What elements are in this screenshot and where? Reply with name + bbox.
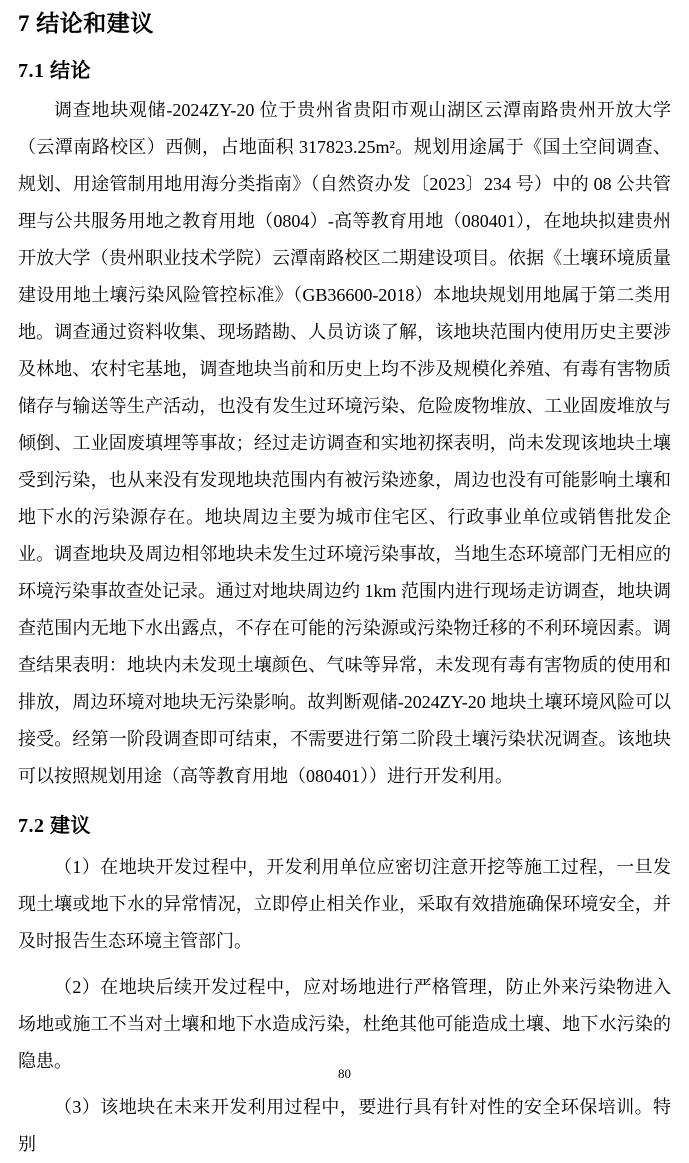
section-heading-7-1: 7.1 结论 — [18, 60, 91, 82]
recommendation-paragraph-2: （2）在地块后续开发过程中，应对场地进行严格管理，防止外来污染物进入场地或施工不当对土壤和地下水造成污染，杜绝其他可能造成土壤、地下水污染的隐患。 — [18, 977, 671, 1071]
recommendation-paragraph-3: （3）该地块在未来开发利用过程中，要进行具有针对性的安全环保培训。特别 — [18, 1097, 671, 1154]
section-heading-7-2: 7.2 建议 — [18, 815, 91, 837]
chapter-title: 7 结论和建议 — [18, 11, 154, 36]
recommendation-paragraph-1: （1）在地块开发过程中，开发利用单位应密切注意开挖等施工过程，一旦发现土壤或地下水的异常情况，立即停止相关作业，采取有效措施确保环境安全，并及时报告生态环境主管部门。 — [18, 857, 671, 951]
page-number: 80 — [338, 1066, 351, 1081]
conclusion-paragraph: 调查地块观储-2024ZY-20 位于贵州省贵阳市观山湖区云潭南路贵州开放大学（云潭南路校区）西侧，占地面积 317823.25m²。规划用途属于《国土空间调查、规划、用途管制用地用海分类指南》（自然资办发〔2023〕234 号）中的 08 公共管理与公共服务用地之教育用地（0804）-高等教育用地（080401），在地块拟建贵州开放大学（贵州职业技术学院）云潭南路校区二期建设项目。依据《土壤环境质量建设用地土壤污染风险管控标准》（GB36600-2018）本地块规划用地属于第二类用地。调查通过资料收集、现场踏勘、人员访谈了解，该地块范围内使用历史主要涉及林地、农村宅基地，调查地块当前和历史上均不涉及规模化养殖、有毒有害物质储存与输送等生产活动，也没有发生过环境污染、危险废物堆放、工业固废堆放与倾倒、工业固废填埋等事故；经过走访调查和实地初探表明，尚未发现该地块土壤受到污染，也从来没有发现地块范围内有被污染迹象，周边也没有可能影响土壤和地下水的污染源存在。地块周边主要为城市住宅区、行政事业单位或销售批发企业。调查地块及周边相邻地块未发生过环境污染事故，当地生态环境部门无相应的环境污染事故查处记录。通过对地块周边约 1km 范围内进行现场走访调查，地块调查范围内无地下水出露点，不存在可能的污染源或污染物迁移的不利环境因素。调查结果表明：地块内未发现土壤颜色、气味等异常，未发现有毒有害物质的使用和排放，周边环境对地块无污染影响。故判断观储-2024ZY-20 地块土壤环境风险可以接受。经第一阶段调查即可结束，不需要进行第二阶段土壤污染状况调查。该地块可以按照规划用途（高等教育用地（080401））进行开发利用。 — [18, 100, 671, 786]
